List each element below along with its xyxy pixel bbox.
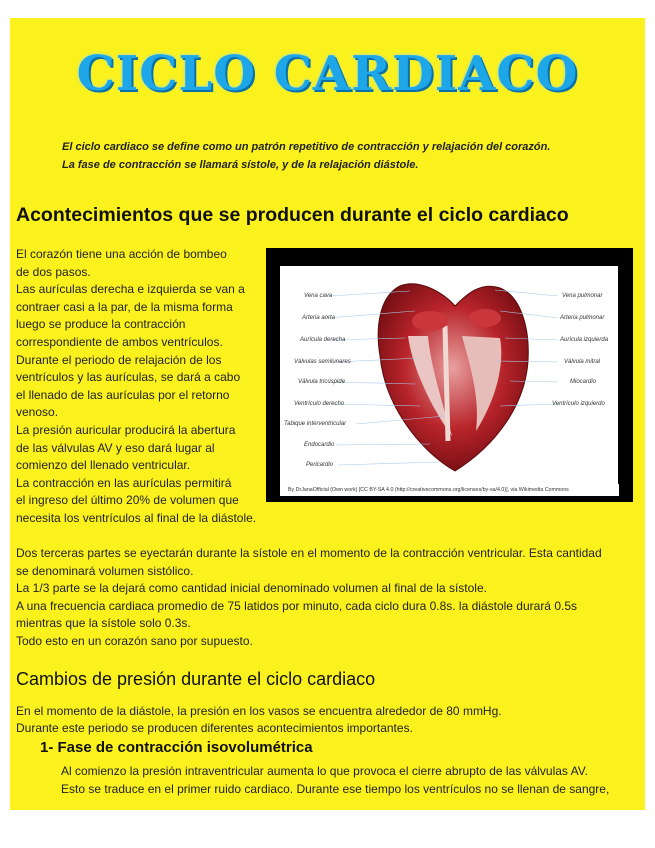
label-vena-pulmonar: Vena pulmonar bbox=[562, 293, 603, 299]
text-line: La contracción en las aurículas permitirá bbox=[16, 475, 232, 490]
text-line: necesita los ventrículos al final de la diástole. bbox=[16, 510, 257, 525]
text-line: Dos terceras partes se eyectarán durante la sístole en el momento de la contracción ventricular. Esta cantidad bbox=[16, 546, 602, 560]
text-line: La 1/3 parte se la dejará como cantidad inicial denominado volumen al final de la sístole. bbox=[16, 581, 487, 596]
text-line: A una frecuencia cardiaca promedio de 75 latidos por minuto, cada ciclo dura 0.8s. la diástole durará 0.5s bbox=[16, 598, 577, 613]
body-text-wide bbox=[16, 545, 636, 651]
section-heading: Acontecimientos que se producen durante el ciclo cardiaco bbox=[16, 204, 569, 226]
text-line: de dos pasos. bbox=[16, 264, 91, 279]
heart-diagram-figure bbox=[266, 248, 633, 502]
label-vena-cava: Vena cava bbox=[304, 293, 333, 299]
text-line: venoso. bbox=[16, 405, 59, 420]
section-heading-2: Cambios de presión durante el ciclo cardiaco bbox=[16, 669, 376, 689]
page-title: CICLO CARDIACO bbox=[76, 46, 579, 102]
label-ventriculo-derecho: Ventrículo derecho bbox=[294, 401, 345, 407]
text-line: se denominará volumen sistólico. bbox=[16, 563, 194, 578]
intro-line: La fase de contracción se llamará sístole, y de la relajación diástole. bbox=[62, 159, 419, 171]
label-valvula-mitral: Válvula mitral bbox=[564, 359, 601, 365]
text-line: ventrículos y las aurículas, se dará a cabo bbox=[16, 370, 241, 385]
label-auricula-derecha: Aurícula derecha bbox=[300, 337, 346, 343]
text-line: Las aurículas derecha e izquierda se van a bbox=[16, 282, 245, 297]
label-ventriculo-izquierdo: Ventrículo izquierdo bbox=[552, 401, 605, 407]
intro-paragraph bbox=[62, 138, 622, 174]
text-line: Durante el periodo de relajación de los bbox=[16, 352, 222, 367]
intro-line: El ciclo cardiaco se define como un patrón repetitivo de contracción y relajación del corazón. bbox=[62, 141, 551, 153]
text-line: de las válvulas AV y eso dará lugar al bbox=[16, 440, 215, 455]
heart-diagram bbox=[280, 266, 618, 484]
text-line: Todo esto en un corazón sano por supuesto. bbox=[16, 633, 253, 648]
body-text-column bbox=[16, 246, 278, 528]
text-line: Esto se traduce en el primer ruido cardiaco. Durante ese tiempo los ventrículos no se llenan de sangre, bbox=[61, 782, 610, 796]
text-line: El corazón tiene una acción de bombeo bbox=[16, 247, 227, 261]
document-page bbox=[10, 18, 645, 810]
label-valvula-tricuspide: Válvula tricúspide bbox=[298, 379, 346, 385]
subsection-heading: 1- Fase de contracción isovolumétrica bbox=[40, 739, 313, 756]
text-line: mientras que la sístole solo 0.3s. bbox=[16, 616, 191, 631]
pressure-paragraph bbox=[16, 703, 502, 737]
label-miocardio: Miocardio bbox=[570, 379, 597, 385]
label-tabique-interventricular: Tabique interventricular bbox=[284, 421, 347, 427]
text-line: comienzo del llenado ventricular. bbox=[16, 458, 191, 473]
subsection-paragraph bbox=[61, 762, 609, 798]
label-auricula-izquierda: Aurícula izquierda bbox=[560, 337, 609, 343]
text-line: luego se produce la contracción bbox=[16, 317, 186, 332]
text-line: correspondiente de ambos ventrículos. bbox=[16, 334, 223, 349]
label-valvulas-semilunares: Válvulas semilunares bbox=[294, 359, 351, 365]
text-line: el llenado de las aurículas por el retorno bbox=[16, 387, 230, 402]
text-line: Al comienzo la presión intraventricular aumenta lo que provoca el cierre abrupto de las válvulas AV. bbox=[61, 764, 588, 778]
label-arteria-aorta: Arteria aorta bbox=[302, 315, 336, 321]
text-line: En el momento de la diástole, la presión en los vasos se encuentra alrededor de 80 mmHg. bbox=[16, 704, 502, 718]
label-pericardio: Pericardio bbox=[306, 462, 334, 468]
image-credit: By DrJanaOfficial (Own work) [CC BY-SA 4.0 (http://creativecommons.org/licenses/by-sa/4.0)], via Wikimedia Commons bbox=[280, 484, 619, 496]
text-line: contraer casi a la par, de la misma forma bbox=[16, 299, 233, 314]
text-line: el ingreso del último 20% de volumen que bbox=[16, 493, 239, 508]
text-line: La presión auricular producirá la abertura bbox=[16, 422, 236, 437]
text-line: Durante este periodo se producen diferentes acontecimientos importantes. bbox=[16, 721, 413, 735]
label-arteria-pulmonar: Arteria pulmonar bbox=[560, 315, 605, 321]
label-endocardio: Endocardio bbox=[304, 442, 335, 448]
